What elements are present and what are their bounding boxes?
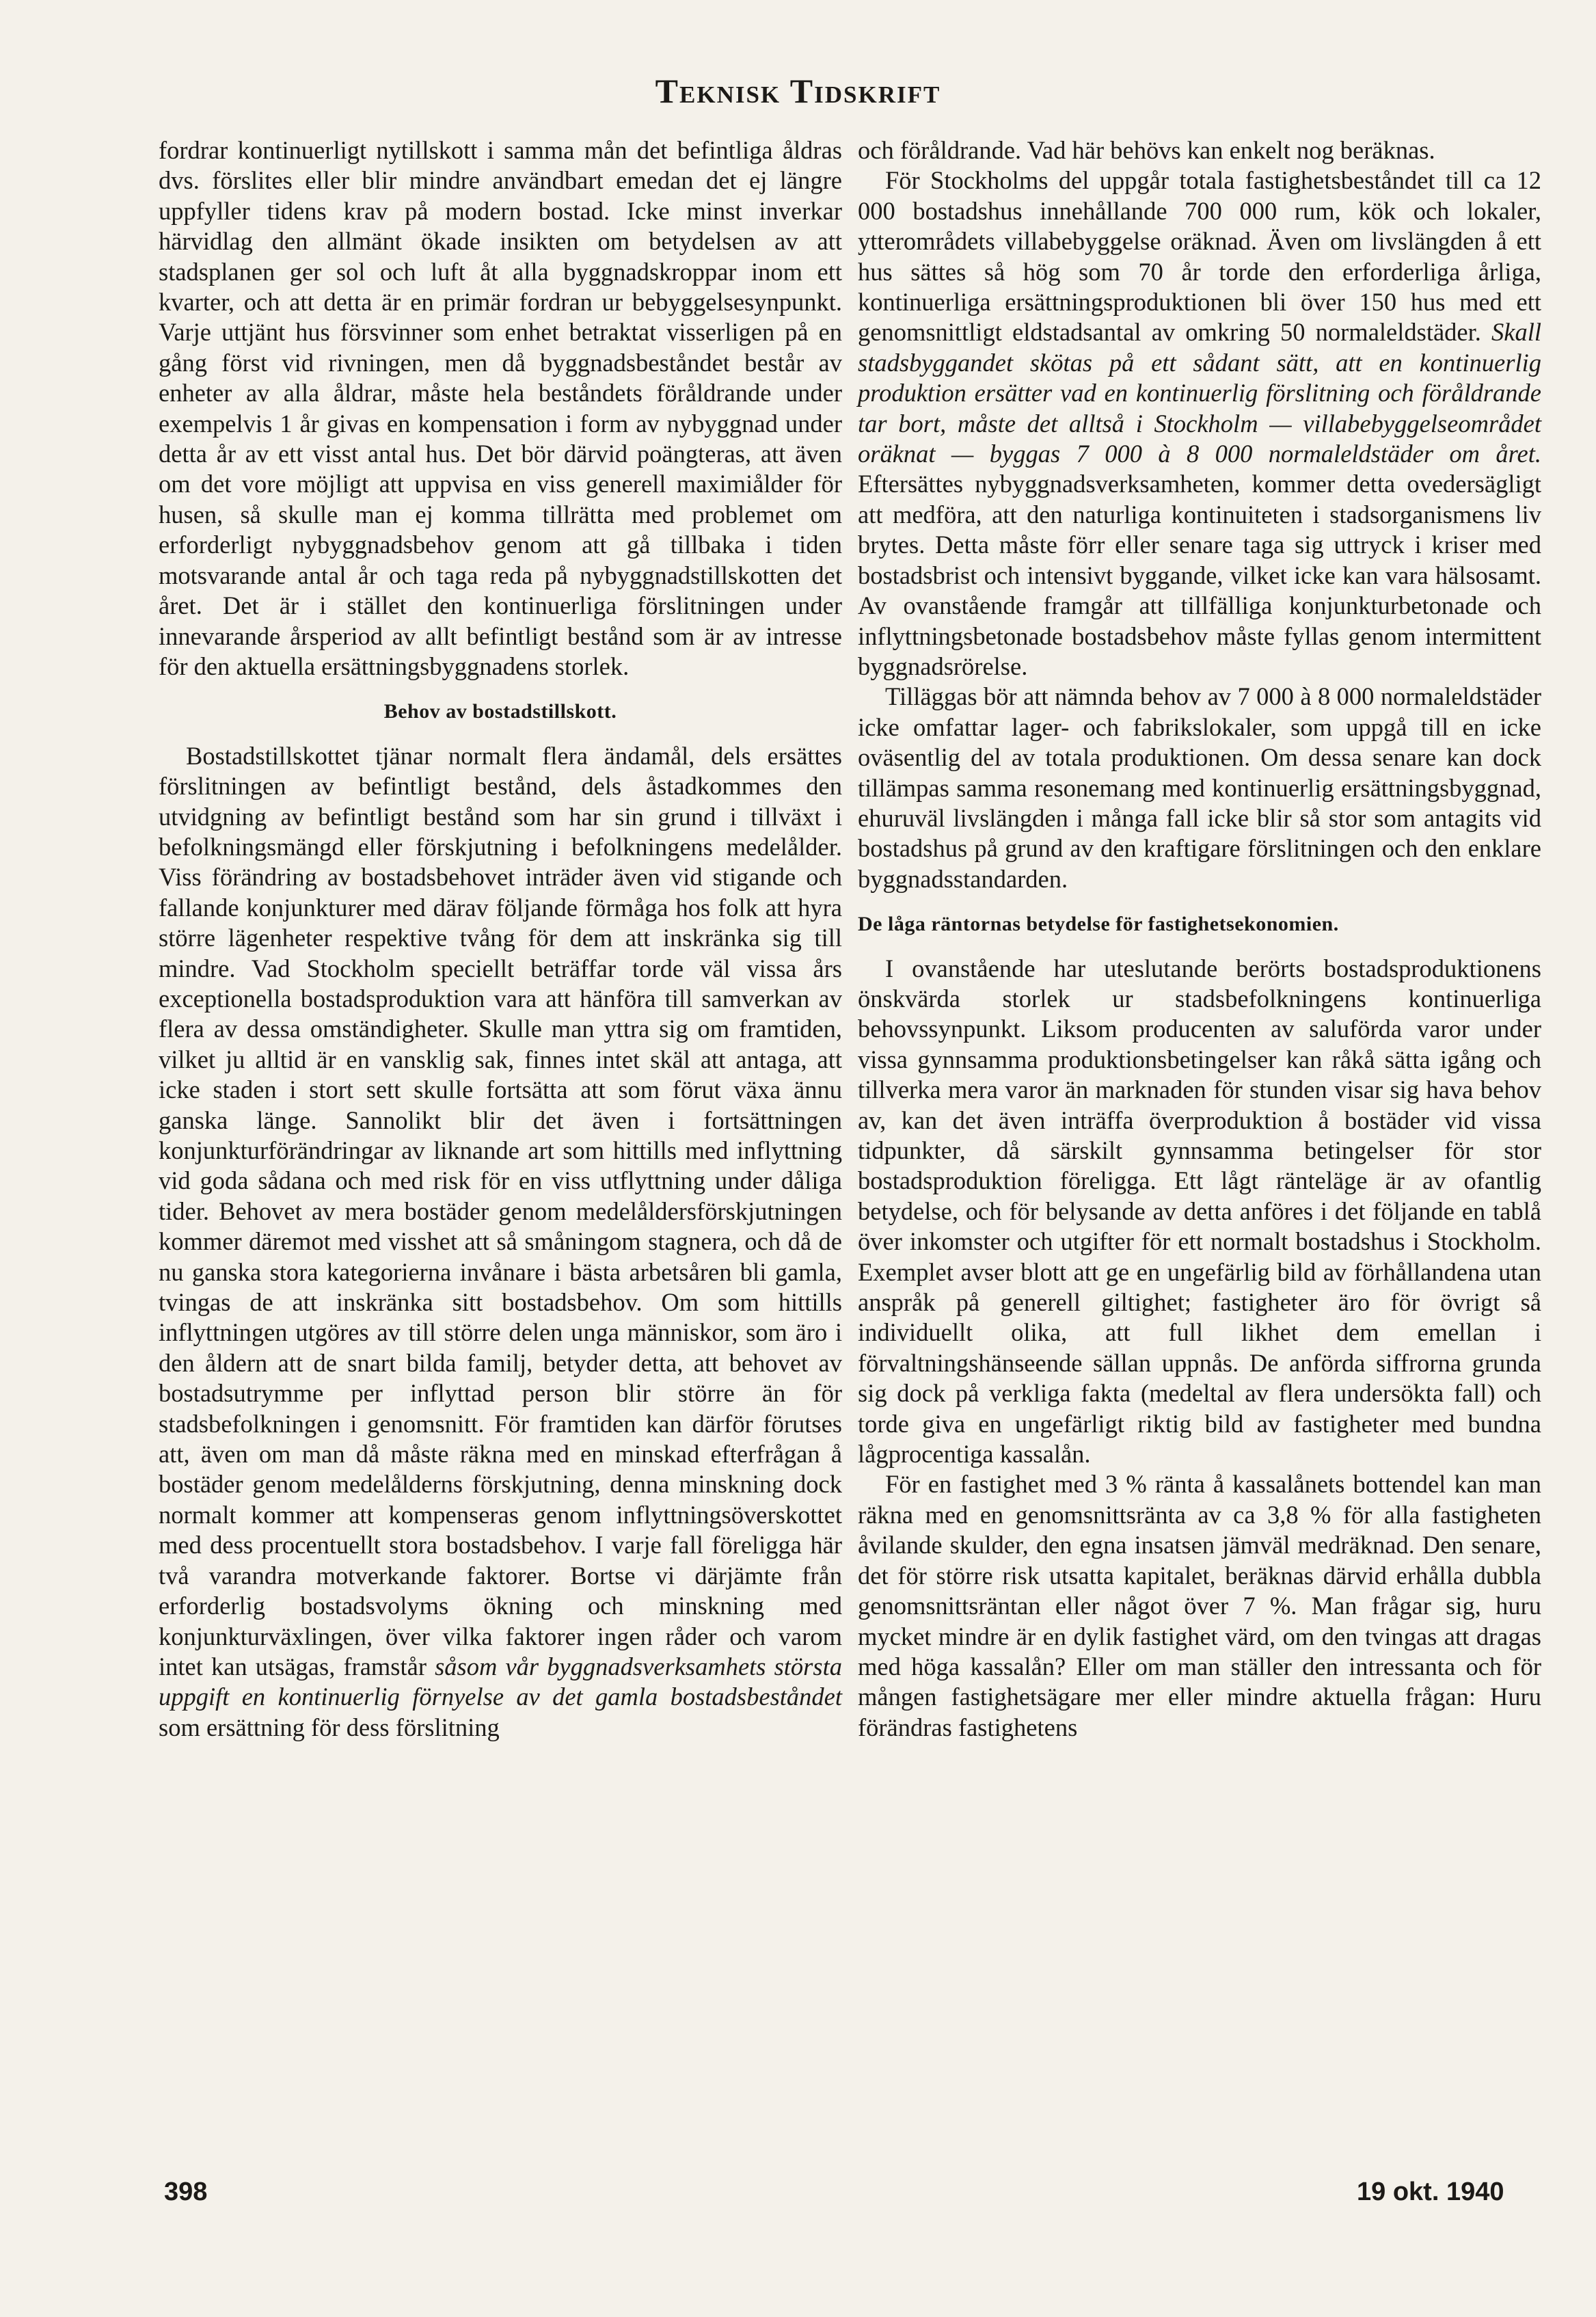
paragraph — [159, 741, 842, 1743]
masthead-title: Teknisk Tidskrift — [655, 72, 941, 110]
paragraph: För en fastighet med 3 % ränta å kassalånets bottendel kan man räkna med en genomsnittsränta av ca 3,8 % för alla fastigheten åvilande skulder, den egna insatsen jämväl medräknad. Den senare, det för större risk utsatta kapitalet, beräknas därvid erhålla dubbla genomsnittsräntan eller något över 7 %. Man frågar sig, huru mycket mindre är en dylik fastighet värd, om den tvingas att dragas med höga kassalån? Eller om man ställer den intressanta och för mången fastighetsägare mer eller mindre aktuella frågan: Huru förändras fastighetens — [858, 1470, 1541, 1741]
issue-date: 19 okt. 1940 — [1357, 2178, 1504, 2206]
paragraph: och föråldrande. Vad här behövs kan enkelt nog beräknas. — [858, 136, 1435, 164]
paragraph: Tilläggas bör att nämnda behov av 7 000 à 8 000 normaleldstäder icke omfattar lager- och fabrikslokaler, som uppgå till en icke oväsentlig del av totala produktionen. Om dessa senare kan dock tillämpas samma resonemang med kontinuerlig ersättningsbyggnad, ehuruväl livslängden i många fall icke blir så stor som antagits vid bostadshus på grund av den kraftigare förslitningen och den enklare byggnadsstandarden. — [858, 682, 1541, 893]
left-column — [159, 135, 842, 1743]
emphasized-text: Skall stadsbyggandet skötas på ett sådant sätt, att en kontinuerlig produktion ersätter vad en kontinuerlig förslitning och föråldrande tar bort, måste det alltså i Stockholm — villabebyggelseområdet oräknat — byggas 7 000 à 8 000 normaleldstäder om året. — [858, 318, 1541, 468]
paragraph-text: som ersättning för dess förslitning — [159, 1713, 500, 1741]
paragraph-text: För Stockholms del uppgår totala fastighetsbeståndet till ca 12 000 bostadshus innehållande 700 000 rum, kök och lokaler, ytterområdets villabebyggelse oräknad. Även om livslängden å ett hus sättes så hög som 70 år torde den erforderliga årliga, kontinuerliga ersättningsproduktionen bli över 150 hus med ett genomsnittligt eldstadsantal av omkring 50 normaleldstäder. — [858, 166, 1541, 347]
section-heading: De låga räntornas betydelse för fastighetsekonomien. — [858, 913, 1339, 936]
page-number: 398 — [164, 2178, 208, 2206]
section-heading: Behov av bostadstillskott. — [383, 700, 617, 723]
emphasized-text: såsom vår byggnadsverksamhets största uppgift en kontinuerlig förnyelse av det gamla bostadsbeståndet — [159, 1652, 842, 1711]
paragraph — [858, 165, 1541, 682]
paragraph: fordrar kontinuerligt nytillskott i samma mån det befintliga åldras dvs. förslites eller blir mindre användbart emedan det ej längre uppfyller tidens krav på modern bostad. Icke minst inverkar härvidlag den allmänt ökade insikten om betydelsen av att stadsplanen ger sol och luft åt alla byggnadskroppar inom ett kvarter, och att detta är en primär fordran ur bebyggelsesynpunkt. Varje uttjänt hus försvinner som enhet betraktat visserligen på en gång först vid rivningen, men då byggnadsbeståndet består av enheter av alla åldrar, måste hela beståndets föråldrande under exempelvis 1 år givas en kompensation i form av nybyggnad under detta år av ett visst antal hus. Det bör därvid poängteras, att även om det vore möjligt att uppvisa en viss generell maximiålder för husen, så skulle man ej komma tillrätta med problemet om erforderligt nybyggnadsbehov genom att gå tillbaka i tiden motsvarande antal år och taga reda på nybyggnadstillskotten det året. Det är i stället den kontinuerliga förslitningen under innevarande årsperiod av allt befintligt bestånd som är av intresse för den aktuella ersättningsbyggnadens storlek. — [159, 136, 842, 680]
paragraph-text: Eftersättes nybyggnadsverksamheten, kommer detta ovedersägligt att medföra, att den naturliga kontinuiteten i stadsorganismens liv brytes. Detta måste förr eller senare taga sig uttryck i kriser med bostadsbrist och intensivt byggande, vilket icke kan vara hälsosamt. Av ovanstående framgår att tillfälliga konjunkturbetonade och inflyttningsbetonade bostadsbehov måste fyllas genom intermittent byggnadsrörelse. — [858, 470, 1541, 680]
right-column — [858, 135, 1541, 1743]
paragraph-text: Bostadstillskottet tjänar normalt flera ändamål, dels ersättes förslitningen av befintligt bestånd, dels åstadkommes den utvidgning av befintligt bestånd som har sin grund i tillväxt i befolkningsmängd eller förskjutning i befolkningens medelålder. Viss förändring av bostadsbehovet inträder även vid stigande och fallande konjunkturer med därav följande förmåga hos folk att hyra större lägenheter respektive tvång för dem att inskränka sig till mindre. Vad Stockholm speciellt beträffar torde väl vissa års exceptionella bostadsproduktion vara att hänföra till samverkan av flera av dessa omständigheter. Skulle man yttra sig om framtiden, vilket ju alltid är en vansklig sak, finnes intet skäl att antaga, att icke staden i stort sett skulle fortsätta att som förut växa ännu ganska länge. Sannolikt blir det även i fortsättningen konjunkturförändringar av liknande art som hittills med inflyttning vid goda sådana och med risk för en viss utflyttning under dåliga tider. Behovet av mera bostäder genom medelåldersförskjutningen kommer däremot med visshet att så småningom stagnera, och då de nu ganska stora kategorierna invånare i bästa arbetsåren bli gamla, tvingas de att inskränka sitt bostadsbehov. Om som hittills inflyttningen utgöres av till större delen unga människor, som äro i den åldern att de snart bilda familj, betyder detta, att behovet av bostadsutrymme per inflyttad person blir större än för stadsbefolkningen i genomsnitt. För framtiden kan därför förutses att, även om man då måste räkna med en minskad efterfrågan å bostäder genom medelålderns förskjutning, denna minskning dock normalt kommer att kompenseras genom inflyttningsöverskottet med dess procentuellt stora bostadsbehov. I varje fall föreligga här två varandra motverkande faktorer. Bortse vi därjämte från erforderlig bostadsvolyms ökning och minskning med konjunkturväxlingen, över vilka faktorer ingen råder och varom intet kan utsägas, framstår — [159, 741, 842, 1680]
paragraph: I ovanstående har uteslutande berörts bostadsproduktionens önskvärda storlek ur stadsbefolkningens kontinuerliga behovssynpunkt. Liksom producenten av saluförda varor under vissa gynnsamma produktionsbetingelser kan råkå sätta igång och tillverka mera varor än marknaden för stunden visar sig hava behov av, kan det även inträffa överproduktion å bostäder vid vissa tidpunkter, då särskilt gynnsamma betingelser för stor bostadsproduktion föreligga. Ett lågt ränteläge är av ofantlig betydelse, och för belysande av detta anföres i det följande en tablå över inkomster och utgifter för ett normalt bostadshus i Stockholm. Exemplet avser blott att ge en ungefärlig bild av förhållandena utan anspråk på generell giltighet; fastigheter äro för övrigt så individuellt olika, att full likhet dem emellan i förvaltningshänseende sällan uppnås. De anförda siffrorna grunda sig dock på verkliga fakta (medeltal av flera undersökta fall) och torde giva en ungefärligt riktig bild av fastigheter med bundna lågprocentiga kassalån. — [858, 954, 1541, 1469]
